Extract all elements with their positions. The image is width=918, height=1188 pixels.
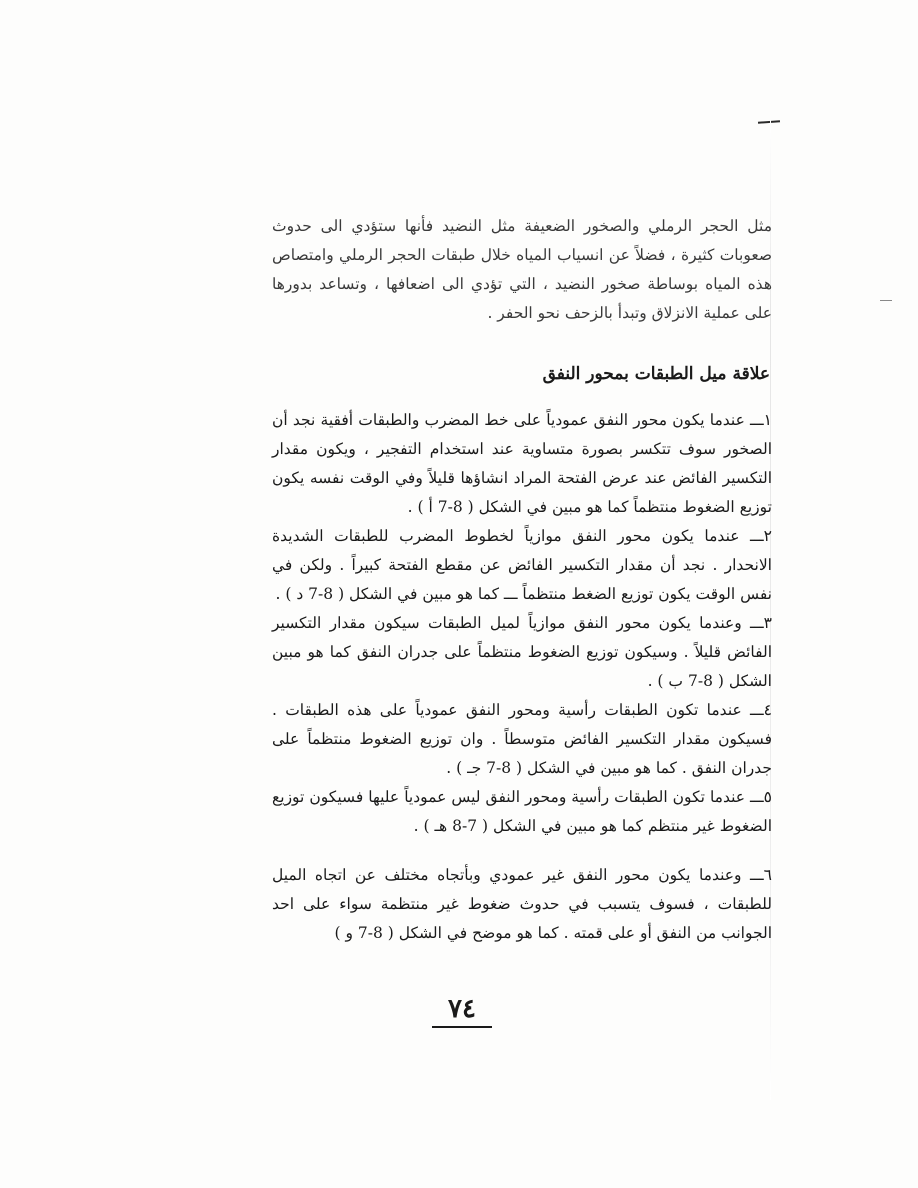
list-item-6: ٦ـــ وعندما يكون محور النفق غير عمودي وبأتجاه مختلف عن اتجاه الميل للطبقات ، فسوف يتسبب في حدوث ضغوط غير منتظمة سواء على احد الجوانب من النفق أو على قمته . كما هو موضح في الشكل ( 8-7 و ) [272,866,772,942]
scan-line [880,300,892,301]
list-item-5: ٥ـــ عندما تكون الطبقات رأسية ومحور النفق ليس عمودياً عليها فسيكون توزيع الضغوط غير منتظم كما هو مبين في الشكل ( 7-8 هـ ) . [272,788,772,835]
section-heading: علاقة ميل الطبقات بمحور النفق [542,364,770,384]
list-item-1: ١ـــ عندما يكون محور النفق عمودياً على خط المضرب والطبقات أفقية نجد أن الصخور سوف تتكسر بصورة متساوية عند استخدام التفجير ، ويكون مقدار التكسير الفائض عند عرض الفتحة المراد انشاؤها قليلاً وفي الوقت نفسه يكون توزيع الضغوط منتظماً كما هو مبين في الشكل ( 8-7 أ ) . [272,411,772,516]
page-number: ٧٤ [432,992,492,1028]
scan-mark [758,120,780,124]
numbered-list [272,406,772,948]
list-item-3: ٣ـــ وعندما يكون محور النفق موازياً لميل الطبقات سيكون مقدار التكسير الفائض قليلاً . وسيكون توزيع الضغوط منتظماً على جدران النفق كما هو مبين الشكل ( 8-7 ب ) . [272,614,772,690]
intro-paragraph: مثل الحجر الرملي والصخور الضعيفة مثل النضيد فأنها ستؤدي الى حدوث صعوبات كثيرة ، فضلاً عن انسياب المياه خلال طبقات الحجر الرملي وامتصاص هذه المياه بوساطة صخور النضيد ، التي تؤدي الى اضعافها ، وتساعد بدورها على عملية الانزلاق وتبدأ بالزحف نحو الحفر . [272,216,772,322]
list-item-2: ٢ـــ عندما يكون محور النفق موازياً لخطوط المضرب للطبقات الشديدة الانحدار . نجد أن مقدار التكسير الفائض عن مقطع الفتحة كبيراً . ولكن في نفس الوقت يكون توزيع الضغط منتظماً ـــ كما هو مبين في الشكل ( 8-7 د ) . [272,527,772,603]
list-item-4: ٤ـــ عندما تكون الطبقات رأسية ومحور النفق عمودياً على هذه الطبقات . فسيكون مقدار التكسير الفائض متوسطاً . وان توزيع الضغوط منتظماً على جدران النفق . كما هو مبين في الشكل ( 8-7 جـ ) . [272,701,772,777]
